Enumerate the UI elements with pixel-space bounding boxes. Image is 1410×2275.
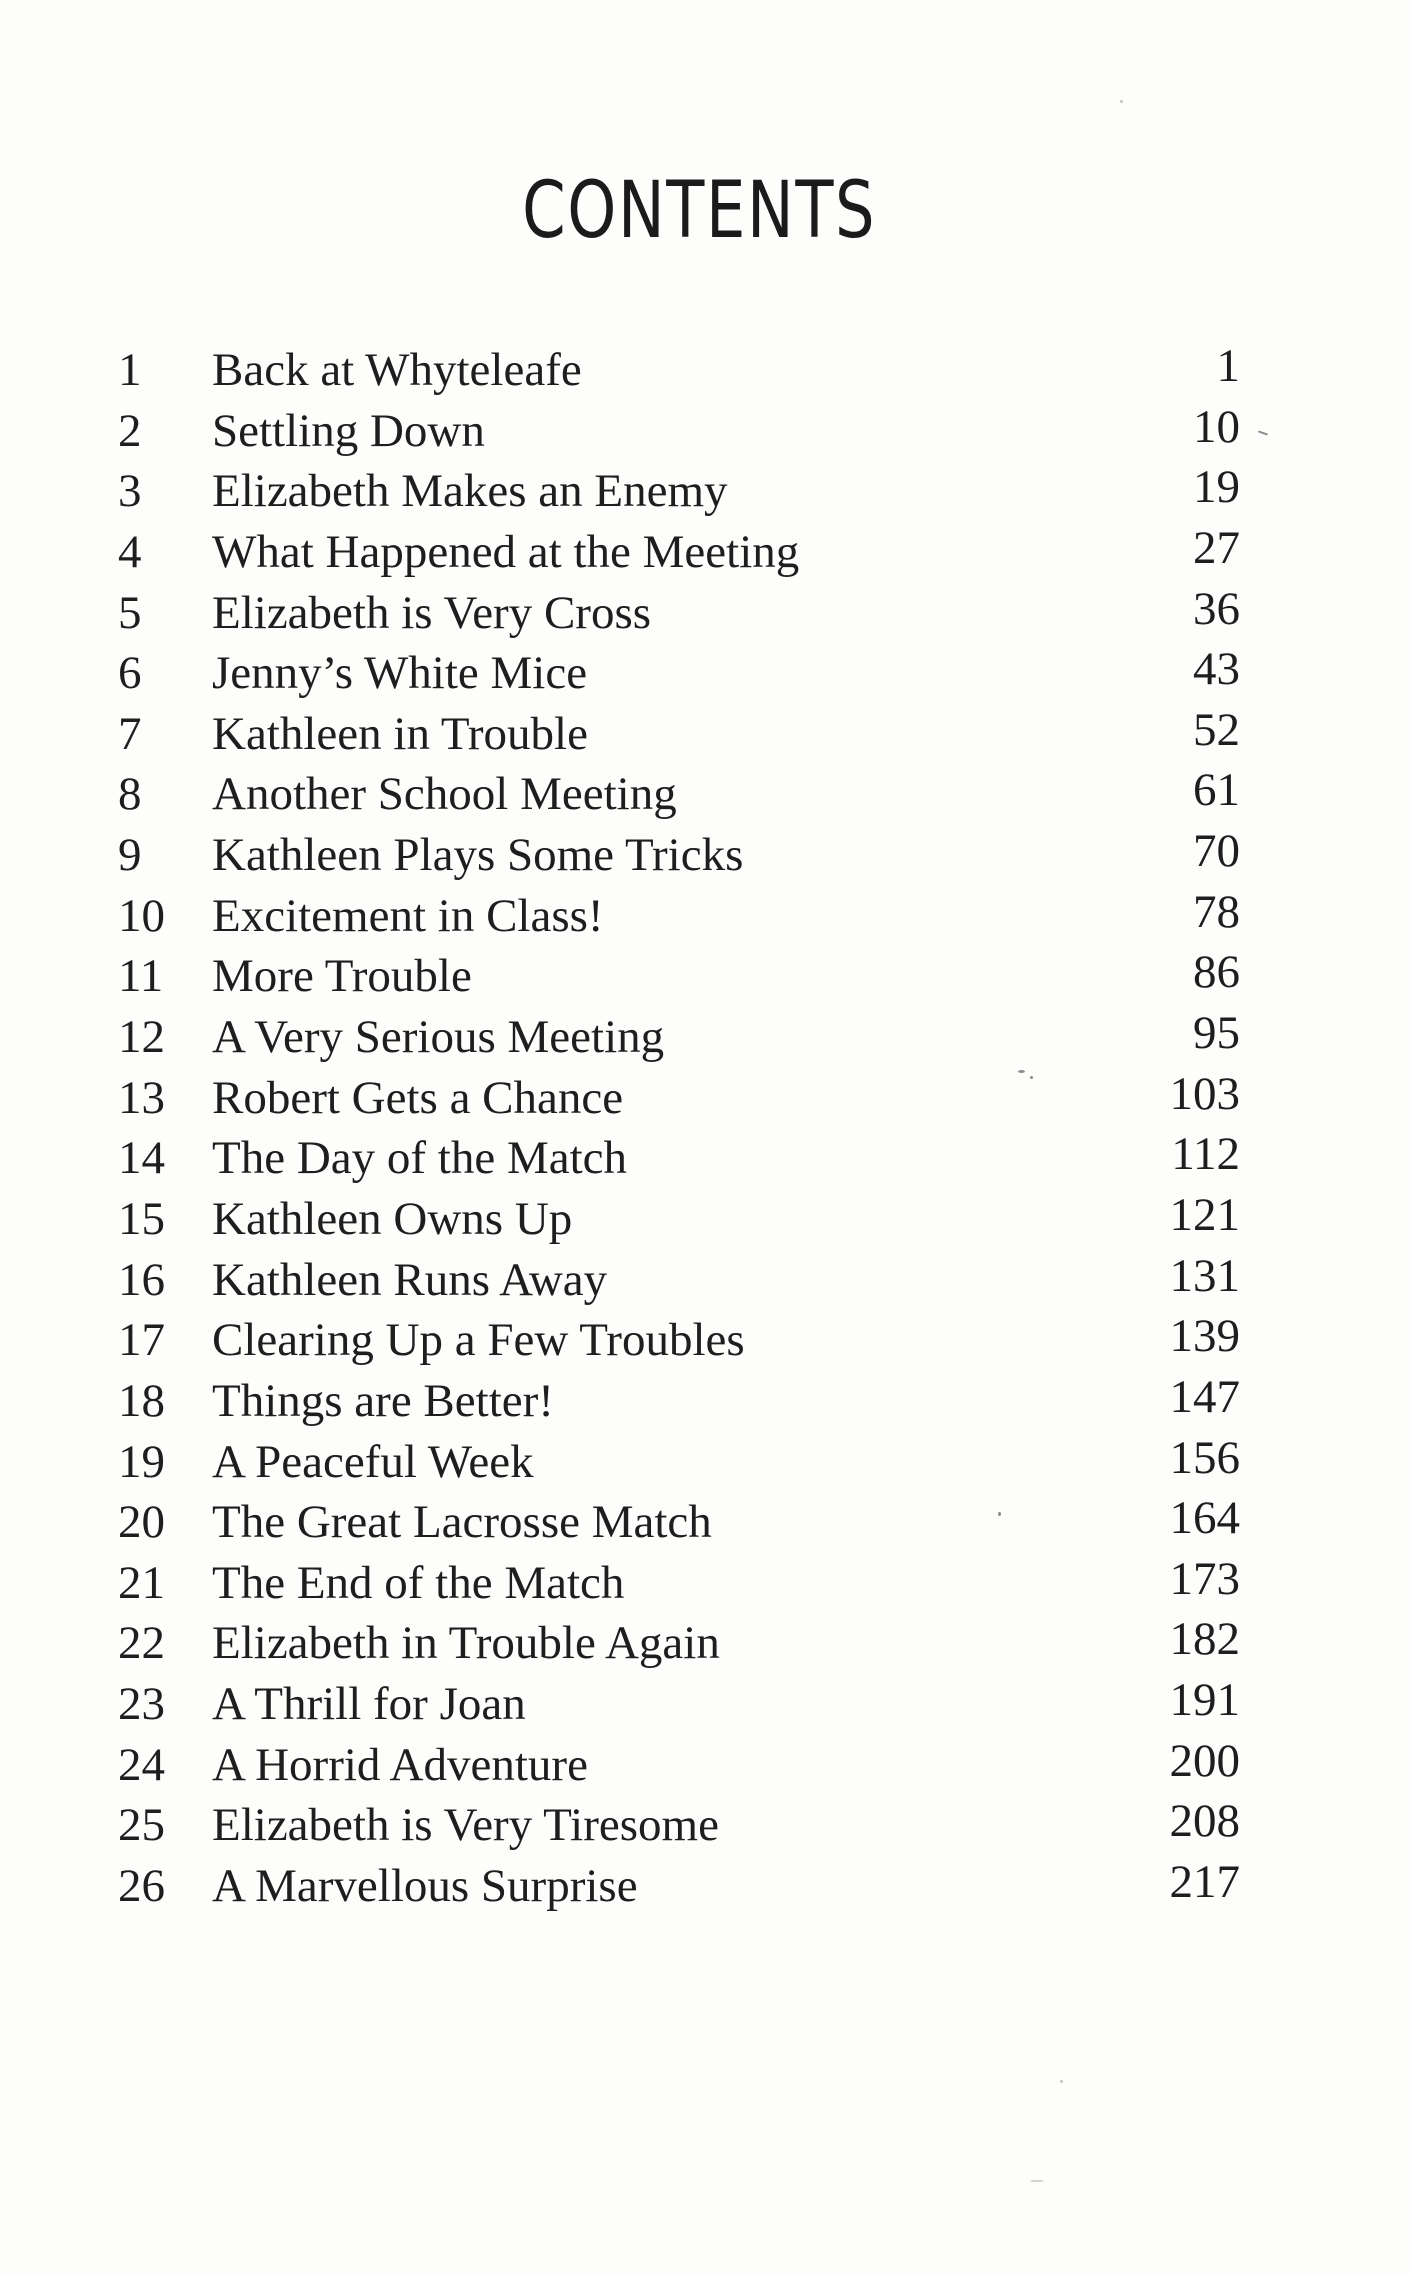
chapter-page-number: 112 bbox=[1171, 1128, 1240, 1181]
toc-row bbox=[0, 522, 1410, 583]
chapter-page-number: 95 bbox=[1193, 1007, 1240, 1060]
chapter-title: Robert Gets a Chance bbox=[212, 1071, 624, 1124]
table-of-contents bbox=[0, 340, 1410, 1917]
chapter-number: 17 bbox=[118, 1314, 165, 1367]
toc-row bbox=[0, 643, 1410, 704]
chapter-number: 24 bbox=[118, 1738, 165, 1791]
chapter-title: Jenny’s White Mice bbox=[212, 647, 588, 700]
chapter-number: 26 bbox=[118, 1860, 165, 1913]
toc-row bbox=[0, 946, 1410, 1007]
chapter-page-number: 121 bbox=[1169, 1188, 1240, 1241]
toc-row bbox=[0, 1007, 1410, 1068]
chapter-number: 12 bbox=[118, 1011, 165, 1064]
chapter-title: The Great Lacrosse Match bbox=[212, 1496, 712, 1549]
chapter-page-number: 191 bbox=[1169, 1674, 1240, 1727]
chapter-number: 23 bbox=[118, 1678, 165, 1731]
chapter-page-number: 86 bbox=[1193, 946, 1240, 999]
chapter-title: Elizabeth is Very Cross bbox=[212, 586, 652, 639]
toc-row bbox=[0, 825, 1410, 886]
toc-row bbox=[0, 1735, 1410, 1796]
chapter-title: Back at Whyteleafe bbox=[212, 344, 582, 396]
chapter-page-number: 43 bbox=[1193, 643, 1240, 696]
chapter-title: Another School Meeting bbox=[212, 768, 677, 821]
toc-row bbox=[0, 1856, 1410, 1917]
chapter-title: Things are Better! bbox=[212, 1374, 554, 1427]
chapter-page-number: 1 bbox=[1216, 340, 1240, 392]
chapter-number: 5 bbox=[118, 586, 142, 639]
toc-row bbox=[0, 1492, 1410, 1553]
toc-row bbox=[0, 340, 1410, 401]
scan-speck bbox=[1060, 2080, 1063, 2083]
chapter-number: 16 bbox=[118, 1253, 165, 1306]
chapter-title: Kathleen Owns Up bbox=[212, 1192, 573, 1245]
toc-row bbox=[0, 1250, 1410, 1311]
chapter-page-number: 139 bbox=[1169, 1310, 1240, 1363]
chapter-page-number: 70 bbox=[1193, 825, 1240, 878]
toc-row bbox=[0, 1613, 1410, 1674]
chapter-page-number: 52 bbox=[1193, 703, 1240, 756]
chapter-title: A Peaceful Week bbox=[212, 1435, 534, 1488]
page-title: CONTENTS bbox=[522, 166, 877, 256]
chapter-page-number: 200 bbox=[1169, 1734, 1240, 1787]
chapter-title: A Marvellous Surprise bbox=[212, 1860, 638, 1913]
chapter-title: Kathleen Plays Some Tricks bbox=[212, 829, 744, 882]
chapter-number: 19 bbox=[118, 1435, 165, 1488]
chapter-number: 14 bbox=[118, 1132, 165, 1185]
scan-speck bbox=[1030, 1076, 1033, 1079]
toc-row bbox=[0, 401, 1410, 462]
chapter-number: 4 bbox=[118, 525, 142, 578]
chapter-page-number: 61 bbox=[1193, 764, 1240, 817]
toc-row bbox=[0, 1432, 1410, 1493]
toc-row bbox=[0, 704, 1410, 765]
toc-row bbox=[0, 1310, 1410, 1371]
toc-row bbox=[0, 886, 1410, 947]
chapter-page-number: 208 bbox=[1169, 1795, 1240, 1848]
scan-speck bbox=[1018, 1070, 1025, 1073]
chapter-page-number: 182 bbox=[1169, 1613, 1240, 1666]
chapter-page-number: 78 bbox=[1193, 885, 1240, 938]
chapter-title: A Very Serious Meeting bbox=[212, 1011, 665, 1064]
toc-row bbox=[0, 583, 1410, 644]
chapter-number: 10 bbox=[118, 889, 165, 942]
chapter-number: 7 bbox=[118, 707, 142, 760]
chapter-page-number: 36 bbox=[1193, 582, 1240, 635]
chapter-page-number: 156 bbox=[1169, 1431, 1240, 1484]
scan-speck bbox=[998, 1512, 1001, 1516]
chapter-number: 2 bbox=[118, 404, 142, 457]
chapter-page-number: 10 bbox=[1193, 400, 1240, 453]
chapter-number: 21 bbox=[118, 1556, 165, 1609]
toc-row bbox=[0, 1795, 1410, 1856]
toc-row bbox=[0, 1674, 1410, 1735]
chapter-number: 18 bbox=[118, 1374, 165, 1427]
chapter-title: Kathleen Runs Away bbox=[212, 1253, 608, 1306]
chapter-page-number: 164 bbox=[1169, 1492, 1240, 1545]
chapter-page-number: 19 bbox=[1193, 461, 1240, 514]
chapter-title: The Day of the Match bbox=[212, 1132, 628, 1185]
chapter-number: 9 bbox=[118, 829, 142, 882]
chapter-number: 3 bbox=[118, 465, 142, 518]
toc-row bbox=[0, 1128, 1410, 1189]
chapter-page-number: 103 bbox=[1169, 1067, 1240, 1120]
chapter-title: A Thrill for Joan bbox=[212, 1678, 526, 1731]
chapter-title: Elizabeth in Trouble Again bbox=[212, 1617, 720, 1670]
chapter-number: 6 bbox=[118, 647, 142, 700]
chapter-number: 20 bbox=[118, 1496, 165, 1549]
chapter-number: 25 bbox=[118, 1799, 165, 1852]
toc-row bbox=[0, 764, 1410, 825]
chapter-page-number: 27 bbox=[1193, 521, 1240, 574]
chapter-title: Clearing Up a Few Troubles bbox=[212, 1314, 745, 1367]
scan-speck bbox=[1030, 2180, 1044, 2182]
toc-row bbox=[0, 1371, 1410, 1432]
chapter-page-number: 147 bbox=[1169, 1370, 1240, 1423]
chapter-page-number: 217 bbox=[1169, 1856, 1240, 1909]
chapter-title: Settling Down bbox=[212, 404, 485, 457]
chapter-number: 15 bbox=[118, 1192, 165, 1245]
chapter-number: 1 bbox=[118, 344, 142, 396]
chapter-page-number: 173 bbox=[1169, 1552, 1240, 1605]
toc-row bbox=[0, 1068, 1410, 1129]
toc-row bbox=[0, 1553, 1410, 1614]
chapter-title: Elizabeth is Very Tiresome bbox=[212, 1799, 719, 1852]
chapter-title: Excitement in Class! bbox=[212, 889, 604, 942]
chapter-title: Kathleen in Trouble bbox=[212, 707, 588, 760]
scan-speck bbox=[1120, 100, 1123, 103]
chapter-number: 8 bbox=[118, 768, 142, 821]
chapter-number: 11 bbox=[118, 950, 164, 1003]
chapter-title: More Trouble bbox=[212, 950, 472, 1003]
chapter-page-number: 131 bbox=[1169, 1249, 1240, 1302]
chapter-number: 22 bbox=[118, 1617, 165, 1670]
toc-row bbox=[0, 1189, 1410, 1250]
chapter-title: The End of the Match bbox=[212, 1556, 625, 1609]
chapter-title: What Happened at the Meeting bbox=[212, 525, 800, 578]
chapter-number: 13 bbox=[118, 1071, 165, 1124]
toc-row bbox=[0, 461, 1410, 522]
chapter-title: Elizabeth Makes an Enemy bbox=[212, 465, 728, 518]
chapter-title: A Horrid Adventure bbox=[212, 1738, 588, 1791]
